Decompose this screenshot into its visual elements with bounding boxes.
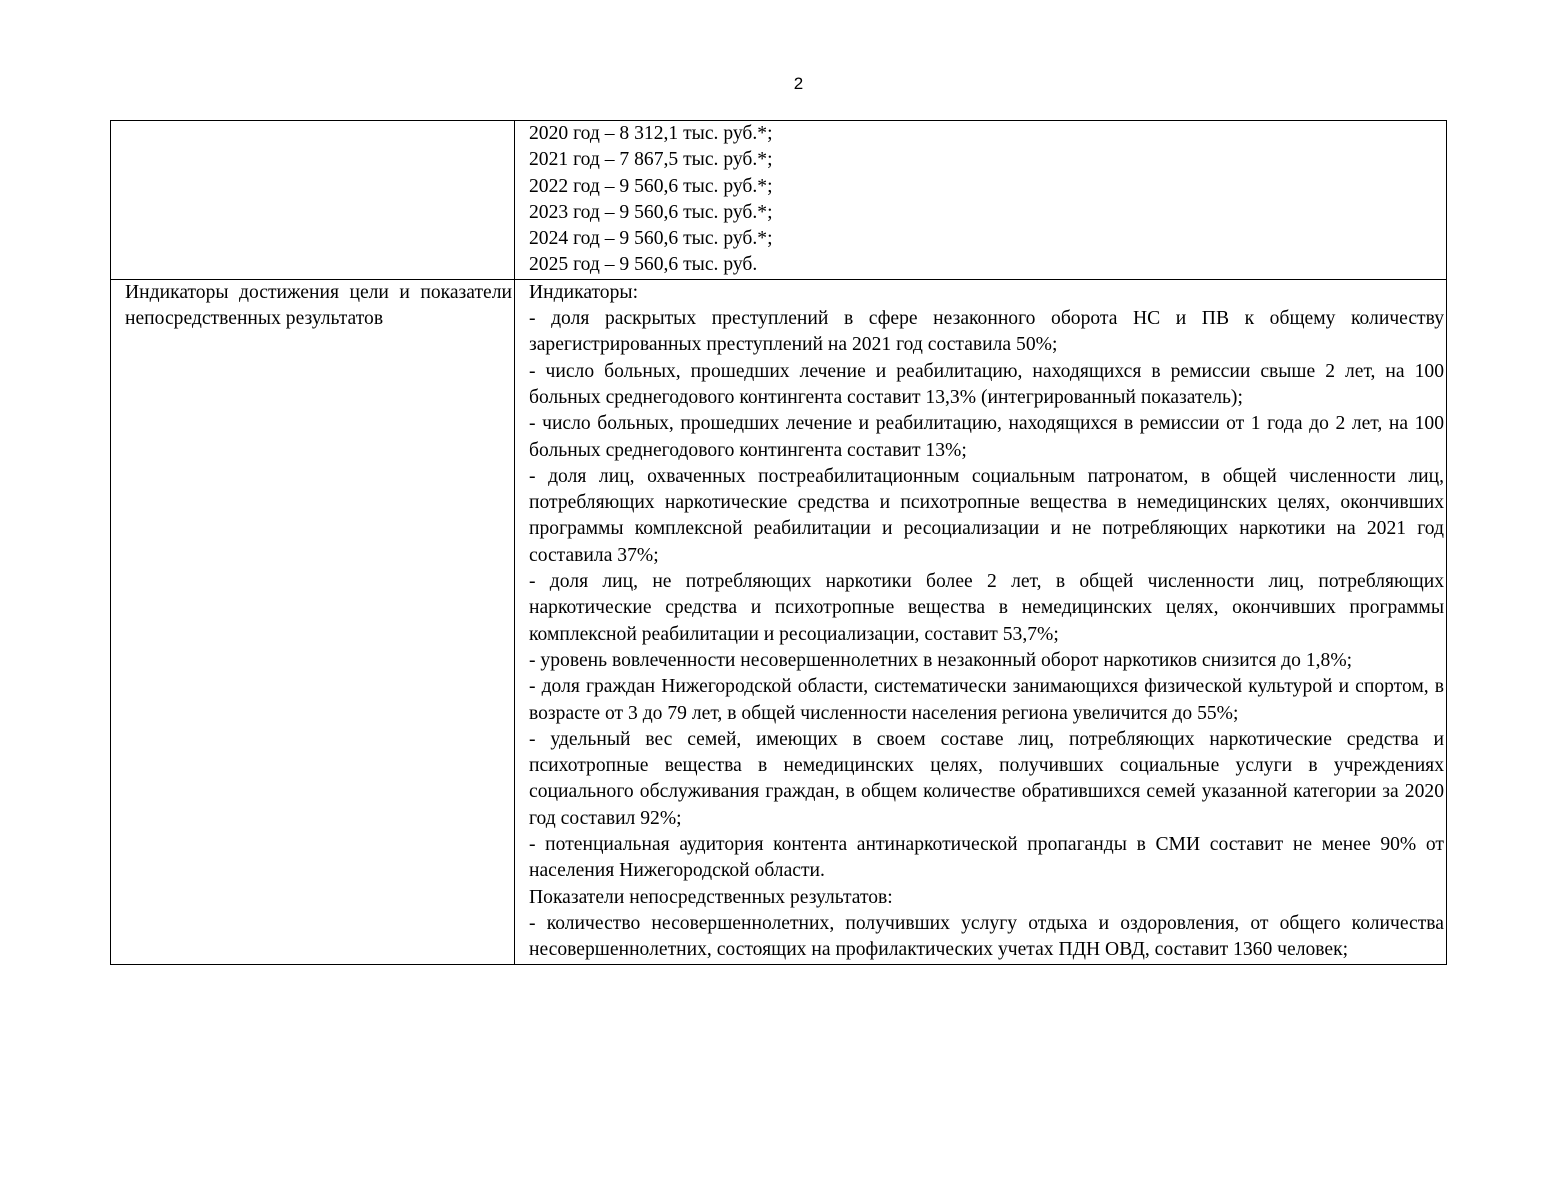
indicators-heading: Индикаторы: xyxy=(529,281,639,303)
funding-line: 2025 год – 9 560,6 тыс. руб. xyxy=(529,254,758,276)
indicators-label: Индикаторы достижения цели и показатели непосредственных результатов xyxy=(125,281,512,330)
funding-line: 2022 год – 9 560,6 тыс. руб.*; xyxy=(529,175,773,197)
results-heading: Показатели непосредственных результатов: xyxy=(529,886,893,908)
indicator-item: - число больных, прошедших лечение и реабилитацию, находящихся в ремиссии от 1 года до 2 лет, на 100 больных среднегодового контингента составит 13%; xyxy=(529,413,1444,461)
indicator-item: - доля лиц, не потребляющих наркотики более 2 лет, в общей численности лиц, потребляющих наркотические средства и психотропные вещества в немедицинских целях, окончивших программы комплексной реабилитации и ресоциализации, составит 53,7%; xyxy=(529,571,1444,645)
indicator-item: - число больных, прошедших лечение и реабилитацию, находящихся в ремиссии свыше 2 лет, на 100 больных среднегодового контингента составит 13,3% (интегрированный показатель); xyxy=(529,360,1444,408)
indicator-item: - потенциальная аудитория контента антинаркотической пропаганды в СМИ составит не менее 90% от населения Нижегородской области. xyxy=(529,834,1444,882)
indicator-item: - доля граждан Нижегородской области, систематически занимающихся физической культурой и спортом, в возрасте от 3 до 79 лет, в общей численности населения региона увеличится до 55%; xyxy=(529,676,1444,724)
result-item: - количество несовершеннолетних, получивших услугу отдыха и оздоровления, от общего количества несовершеннолетних, состоящих на профилактических учетах ПДН ОВД, составит 1360 человек; xyxy=(529,912,1444,961)
funding-label-cell xyxy=(111,121,515,280)
funding-values-cell xyxy=(515,121,1447,280)
page-number: 2 xyxy=(793,74,804,93)
funding-row xyxy=(111,121,1447,280)
funding-line: 2023 год – 9 560,6 тыс. руб.*; xyxy=(529,201,773,223)
funding-line: 2020 год – 8 312,1 тыс. руб.*; xyxy=(529,123,773,144)
indicator-item: - уровень вовлеченности несовершеннолетних в незаконный оборот наркотиков снизится до 1,8%; xyxy=(529,649,1353,671)
funding-line: 2024 год – 9 560,6 тыс. руб.*; xyxy=(529,228,773,250)
passport-table xyxy=(110,120,1447,965)
indicator-item: - доля лиц, охваченных постреабилитационным социальным патронатом, в общей численности лиц, потребляющих наркотические средства и психотропные вещества в немедицинских целях, окончивших программы комплексной реабилитации и ресоциализации и не потребляющих наркотики на 2021 год составила 37%; xyxy=(529,465,1444,566)
indicators-row xyxy=(111,279,1447,964)
funding-line: 2021 год – 7 867,5 тыс. руб.*; xyxy=(529,149,773,171)
indicators-content-cell xyxy=(515,279,1447,964)
indicators-label-cell xyxy=(111,279,515,964)
indicator-item: - удельный вес семей, имеющих в своем составе лиц, потребляющих наркотические средства и психотропные вещества в немедицинских целях, получивших социальные услуги в учреждениях социального обслуживания граждан, в общем количестве обратившихся семей указанной категории за 2020 год составил 92%; xyxy=(529,728,1444,829)
indicator-item: - доля раскрытых преступлений в сфере незаконного оборота НС и ПВ к общему количеству зарегистрированных преступлений на 2021 год составила 50%; xyxy=(529,308,1444,356)
